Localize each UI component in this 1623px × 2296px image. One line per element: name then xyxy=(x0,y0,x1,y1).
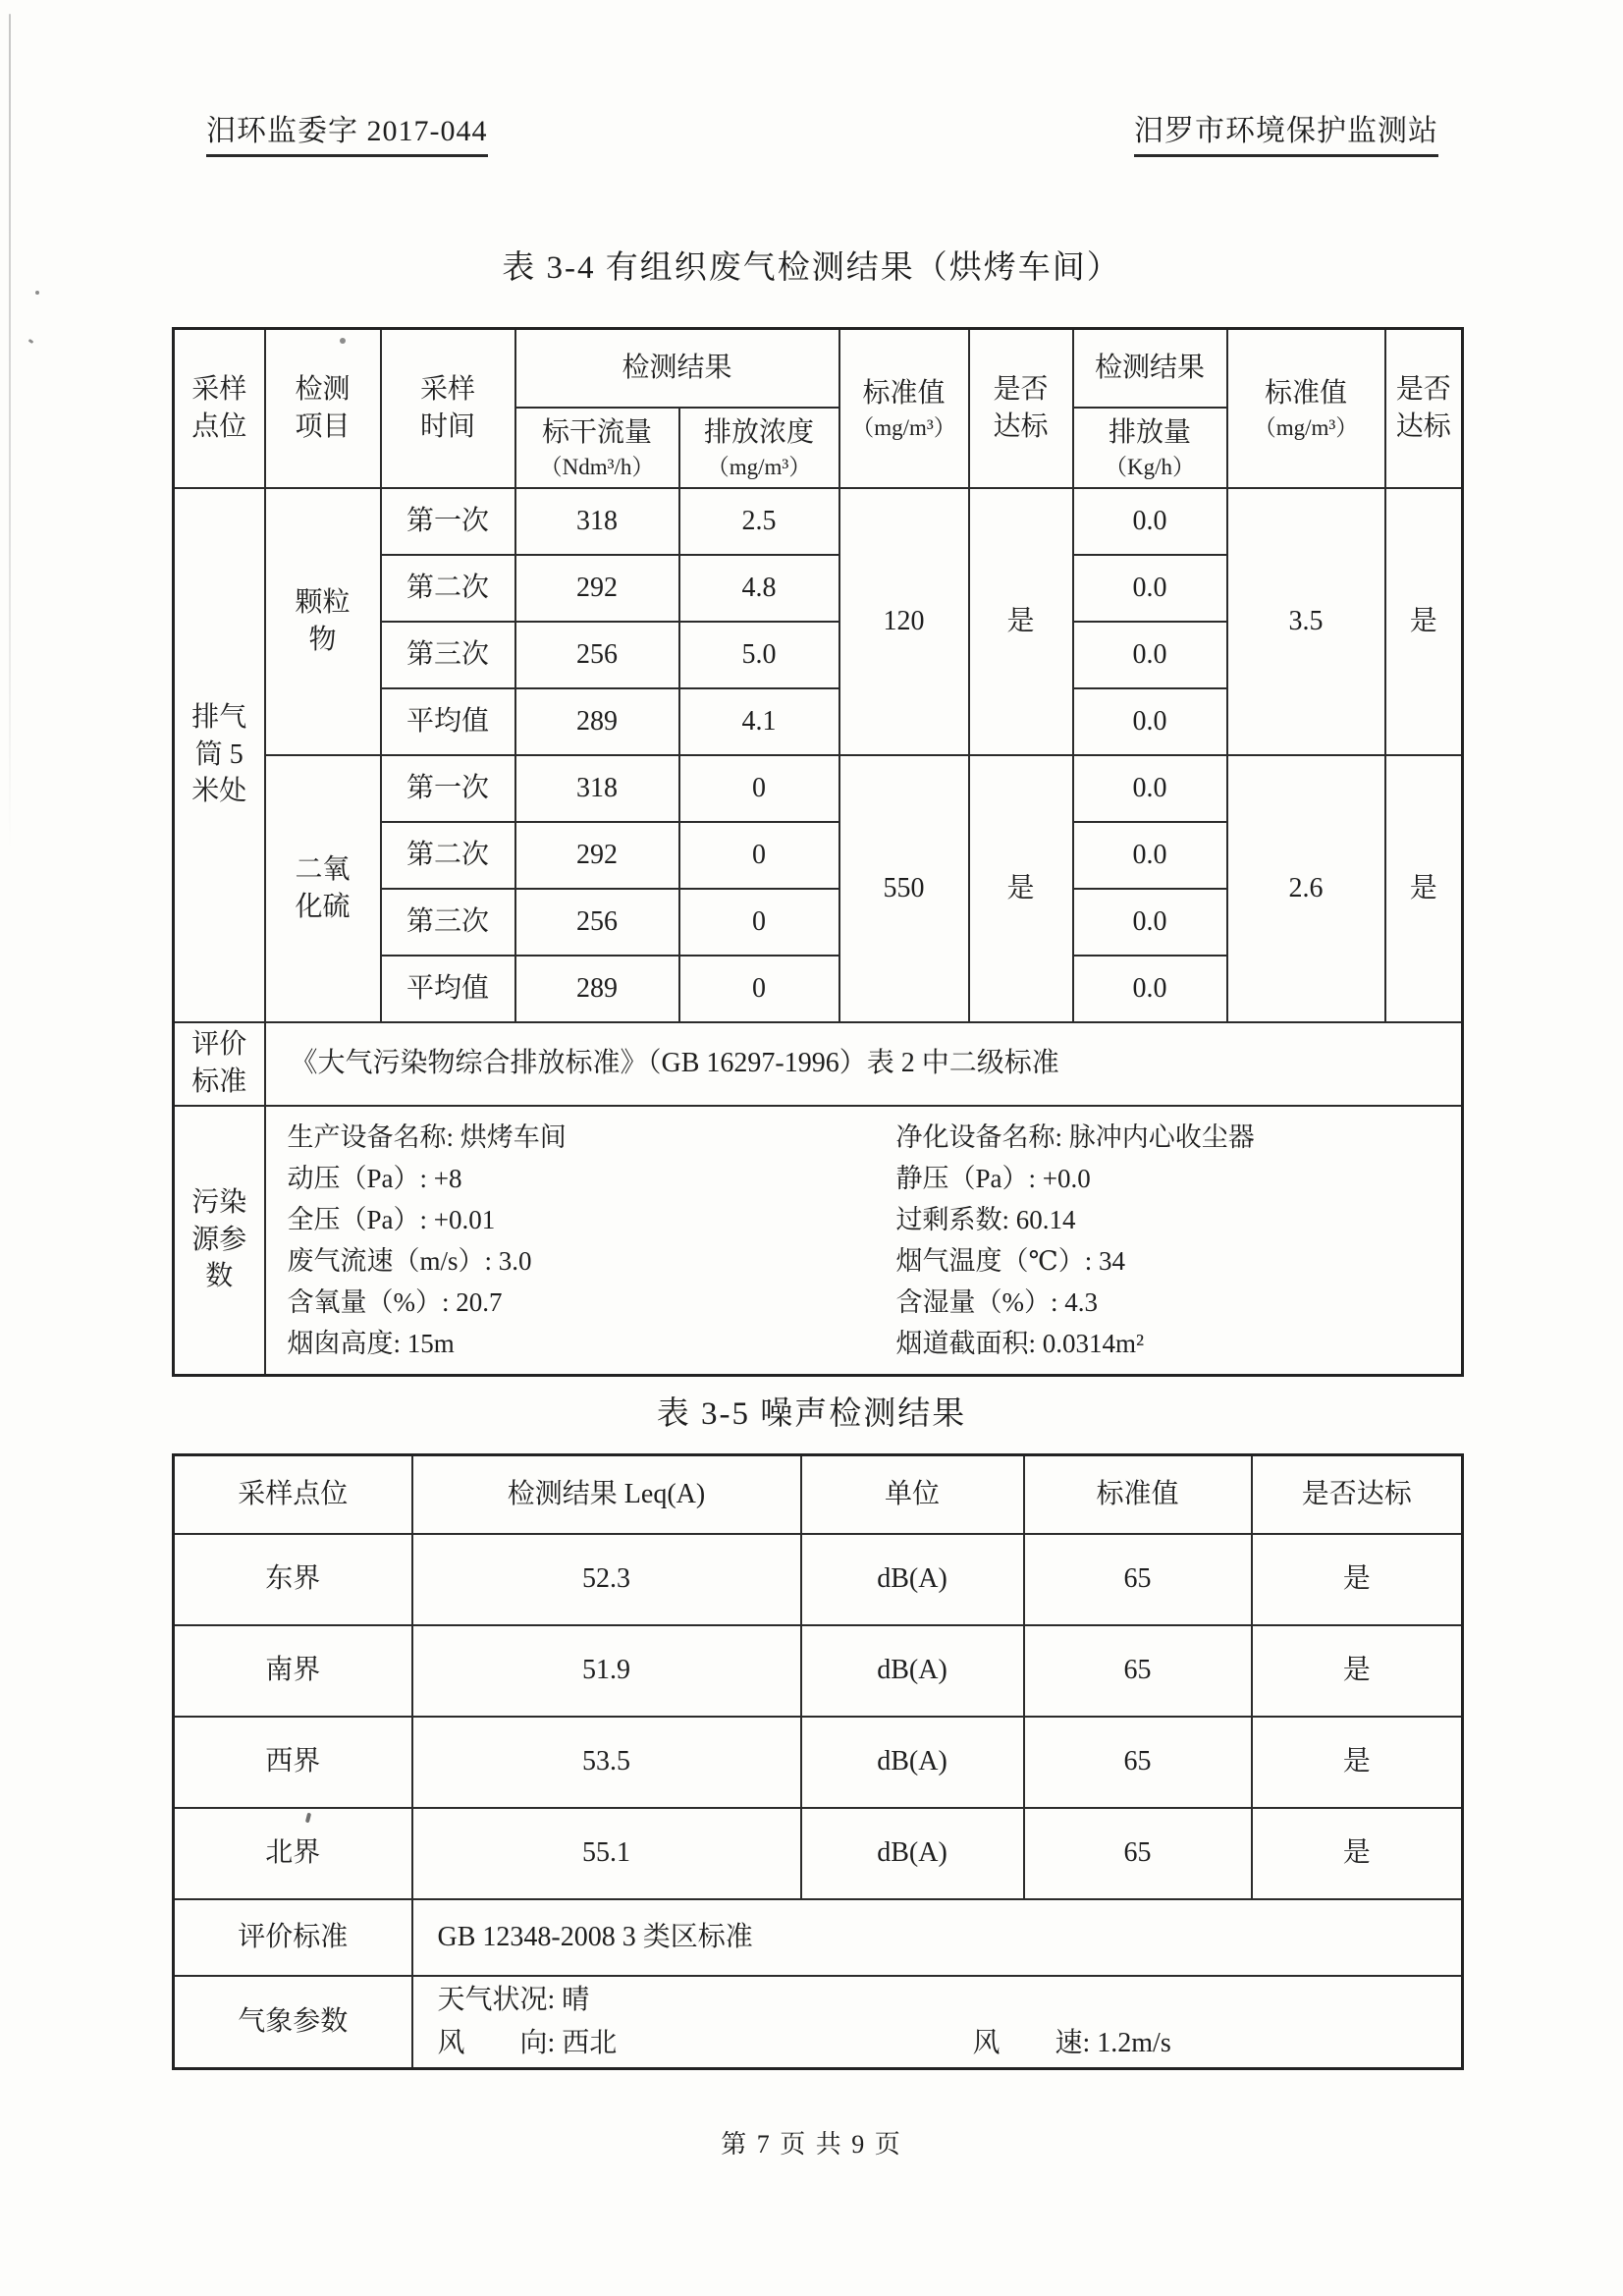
t34-cell-emission: 0.0 xyxy=(1073,822,1227,889)
t34-eval-text: 《大气污染物综合排放标准》（GB 16297-1996）表 2 中二级标准 xyxy=(265,1022,1463,1106)
t35-h-standard: 标准值 xyxy=(1024,1455,1252,1534)
t35-cell-standard: 65 xyxy=(1024,1625,1252,1717)
t34-cell-standard: 550 xyxy=(839,755,969,1022)
t35-cell-pass: 是 xyxy=(1252,1534,1463,1625)
t34-cell-time: 第三次 xyxy=(381,889,515,956)
t34-cell-time: 第一次 xyxy=(381,488,515,555)
t34-h-pass2: 是否达标 xyxy=(1385,329,1463,488)
wind-speed: 风 速: 1.2m/s xyxy=(972,2027,1171,2058)
exhaust-gas-results-table xyxy=(172,327,1464,1377)
t34-h-standard2: 标准值 （mg/m³） xyxy=(1227,329,1385,488)
t34-h-flow: 标干流量 （Ndm³/h） xyxy=(515,408,679,488)
t34-h-result: 检测结果 xyxy=(515,329,839,408)
t34-eval-row xyxy=(174,1022,1463,1106)
param-line: 废气流速（m/s）: 3.0 xyxy=(287,1245,532,1276)
t34-cell-flow: 292 xyxy=(515,555,679,622)
param-line: 烟气温度（℃）: 34 xyxy=(895,1245,1125,1276)
t34-cell-flow: 318 xyxy=(515,488,679,555)
scan-artifact xyxy=(28,339,34,344)
t35-weather-row xyxy=(174,1976,1463,2069)
t35-cell-point: 南界 xyxy=(174,1625,412,1717)
param-line: 静压（Pa）: +0.0 xyxy=(895,1163,1091,1193)
t34-h-item: 检测项目 xyxy=(265,329,381,488)
param-line: 动压（Pa）: +8 xyxy=(287,1163,462,1193)
t34-cell-emission: 0.0 xyxy=(1073,488,1227,555)
t34-cell-emission-pass: 是 xyxy=(1385,488,1463,755)
t34-cell-flow: 289 xyxy=(515,956,679,1022)
t35-h-point: 采样点位 xyxy=(174,1455,412,1534)
scan-artifact xyxy=(35,291,39,295)
weather-condition: 天气状况: 晴 xyxy=(437,1984,590,2015)
agency-name: 汨罗市环境保护监测站 xyxy=(1134,106,1438,157)
param-line: 烟道截面积: 0.0314m² xyxy=(895,1328,1145,1358)
t34-cell-flow: 318 xyxy=(515,755,679,822)
t34-item-particulate: 颗粒物 xyxy=(265,488,381,755)
t34-source-label: 污染源参数 xyxy=(174,1106,265,1376)
table-row xyxy=(174,1717,1463,1808)
t34-cell-emission: 0.0 xyxy=(1073,622,1227,688)
t35-eval-row xyxy=(174,1899,1463,1976)
t34-item-so2: 二氧化硫 xyxy=(265,755,381,1022)
wind-direction: 风 向: 西北 xyxy=(437,2027,618,2058)
t34-h-pass: 是否达标 xyxy=(969,329,1073,488)
t34-h-standard: 标准值 （mg/m³） xyxy=(839,329,969,488)
t34-cell-conc: 4.8 xyxy=(679,555,839,622)
t34-source-row xyxy=(174,1106,1463,1376)
t35-weather-label: 气象参数 xyxy=(174,1976,412,2069)
t35-cell-unit: dB(A) xyxy=(801,1808,1024,1899)
t35-eval-label: 评价标准 xyxy=(174,1899,412,1976)
t35-header-row xyxy=(174,1455,1463,1534)
t34-h-time: 采样时间 xyxy=(381,329,515,488)
t35-cell-value: 51.9 xyxy=(412,1625,801,1717)
t34-source-params xyxy=(265,1106,1463,1376)
t34-cell-time: 第一次 xyxy=(381,755,515,822)
t34-cell-time: 第三次 xyxy=(381,622,515,688)
table-row xyxy=(174,1625,1463,1717)
t34-cell-flow: 292 xyxy=(515,822,679,889)
t34-cell-standard: 120 xyxy=(839,488,969,755)
t34-sample-point: 排气筒 5 米处 xyxy=(174,488,265,1022)
t34-cell-time: 平均值 xyxy=(381,688,515,755)
t34-cell-emission-standard: 2.6 xyxy=(1227,755,1385,1022)
page-number: 第 7 页 共 9 页 xyxy=(721,2130,902,2159)
t35-cell-unit: dB(A) xyxy=(801,1625,1024,1717)
t35-cell-unit: dB(A) xyxy=(801,1717,1024,1808)
t34-h-result2: 检测结果 xyxy=(1073,329,1227,408)
t34-cell-conc: 0 xyxy=(679,755,839,822)
scan-artifact xyxy=(9,14,11,848)
t35-h-pass: 是否达标 xyxy=(1252,1455,1463,1534)
t34-cell-pass: 是 xyxy=(969,488,1073,755)
t35-cell-value: 55.1 xyxy=(412,1808,801,1899)
t35-cell-standard: 65 xyxy=(1024,1534,1252,1625)
t34-cell-emission-standard: 3.5 xyxy=(1227,488,1385,755)
t34-cell-flow: 256 xyxy=(515,889,679,956)
param-line: 过剩系数: 60.14 xyxy=(895,1204,1076,1234)
t35-cell-value: 53.5 xyxy=(412,1717,801,1808)
t34-eval-label: 评价标准 xyxy=(174,1022,265,1106)
t35-cell-unit: dB(A) xyxy=(801,1534,1024,1625)
t34-cell-emission: 0.0 xyxy=(1073,755,1227,822)
t34-h-sample-point: 采样点位 xyxy=(174,329,265,488)
t34-cell-conc: 0 xyxy=(679,889,839,956)
t34-cell-conc: 2.5 xyxy=(679,488,839,555)
t34-cell-conc: 5.0 xyxy=(679,622,839,688)
param-line: 烟囱高度: 15m xyxy=(287,1328,455,1358)
table-row xyxy=(174,488,1463,555)
t35-h-unit: 单位 xyxy=(801,1455,1024,1534)
source-params-left xyxy=(288,1117,896,1364)
t34-cell-time: 第二次 xyxy=(381,822,515,889)
t34-cell-conc: 4.1 xyxy=(679,688,839,755)
t35-cell-pass: 是 xyxy=(1252,1625,1463,1717)
t35-eval-text: GB 12348-2008 3 类区标准 xyxy=(412,1899,1463,1976)
t34-cell-conc: 0 xyxy=(679,822,839,889)
param-line: 含湿量（%）: 4.3 xyxy=(895,1286,1098,1317)
param-line: 含氧量（%）: 20.7 xyxy=(287,1286,503,1317)
t35-cell-value: 52.3 xyxy=(412,1534,801,1625)
table-row xyxy=(174,755,1463,822)
t35-cell-standard: 65 xyxy=(1024,1808,1252,1899)
table-row xyxy=(174,1534,1463,1625)
t34-cell-flow: 289 xyxy=(515,688,679,755)
table-row xyxy=(174,1808,1463,1899)
t34-cell-emission: 0.0 xyxy=(1073,956,1227,1022)
source-params-right xyxy=(896,1117,1427,1364)
t35-cell-pass: 是 xyxy=(1252,1717,1463,1808)
t35-cell-point: 东界 xyxy=(174,1534,412,1625)
t34-cell-emission: 0.0 xyxy=(1073,555,1227,622)
t34-cell-conc: 0 xyxy=(679,956,839,1022)
param-line: 全压（Pa）: +0.01 xyxy=(287,1204,496,1234)
t35-cell-pass: 是 xyxy=(1252,1808,1463,1899)
t34-h-conc: 排放浓度 （mg/m³） xyxy=(679,408,839,488)
param-line: 净化设备名称: 脉冲内心收尘器 xyxy=(895,1121,1255,1152)
t34-header-row-1 xyxy=(174,329,1463,408)
t34-cell-pass: 是 xyxy=(969,755,1073,1022)
table35-title: 表 3-5 噪声检测结果 xyxy=(656,1396,967,1432)
t34-cell-emission-pass: 是 xyxy=(1385,755,1463,1022)
t34-cell-time: 平均值 xyxy=(381,956,515,1022)
t34-h-emission: 排放量 （Kg/h） xyxy=(1073,408,1227,488)
t35-cell-standard: 65 xyxy=(1024,1717,1252,1808)
t35-cell-point: 北界 xyxy=(174,1808,412,1899)
t34-cell-time: 第二次 xyxy=(381,555,515,622)
document-number: 汨环监委字 2017-044 xyxy=(206,106,488,157)
table34-title: 表 3-4 有组织废气检测结果（烘烤车间） xyxy=(502,250,1121,286)
noise-results-table xyxy=(172,1453,1464,2070)
t35-cell-point: 西界 xyxy=(174,1717,412,1808)
t34-cell-flow: 256 xyxy=(515,622,679,688)
t34-cell-emission: 0.0 xyxy=(1073,688,1227,755)
t35-weather-content xyxy=(412,1976,1463,2069)
param-line: 生产设备名称: 烘烤车间 xyxy=(287,1121,567,1152)
t35-h-result: 检测结果 Leq(A) xyxy=(412,1455,801,1534)
t34-cell-emission: 0.0 xyxy=(1073,889,1227,956)
